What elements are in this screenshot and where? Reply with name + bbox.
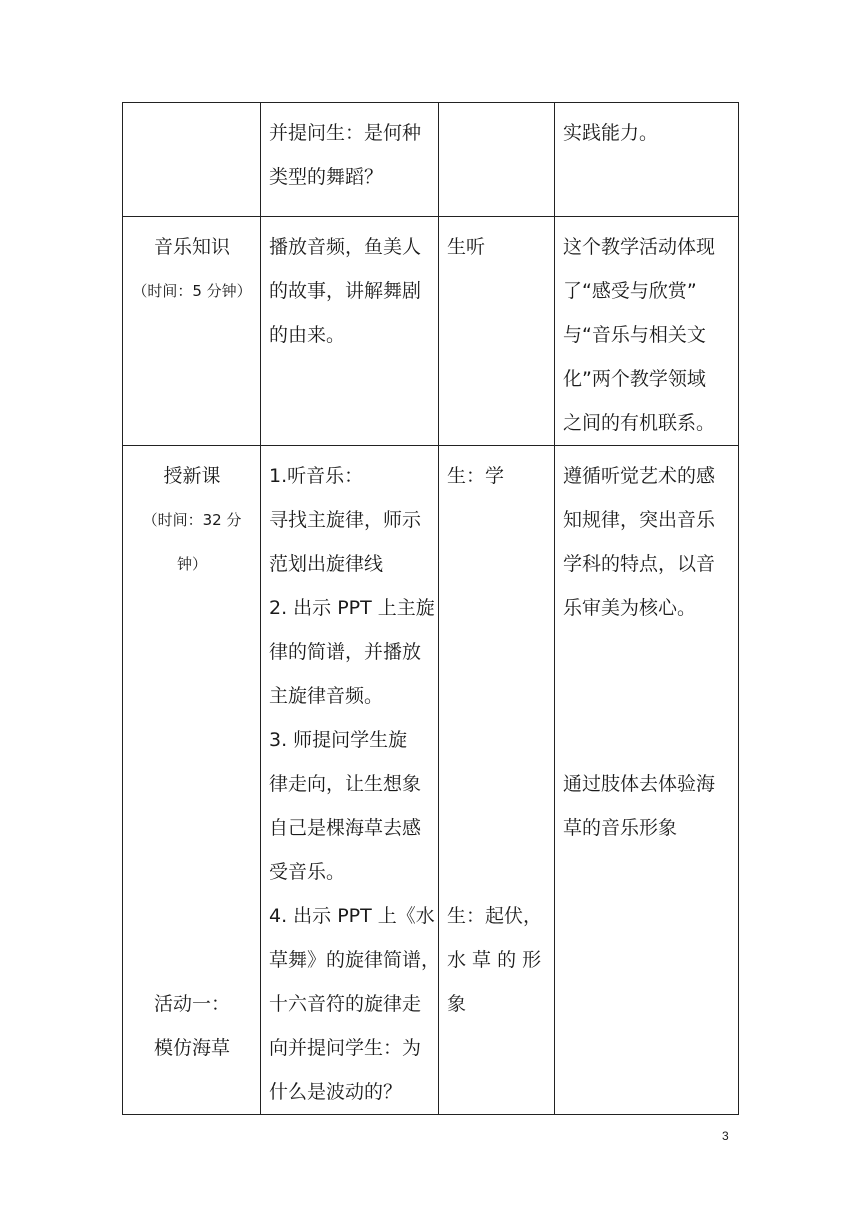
cell-text: 3. 师提问学生旋 xyxy=(269,729,408,751)
cell-text: 象 xyxy=(447,993,467,1015)
cell-text: 类型的舞蹈？ xyxy=(269,166,384,188)
cell-text: 十六音符的旋律走 xyxy=(269,993,422,1015)
cell-text: 化”两个教学领域 xyxy=(563,368,706,390)
table-cell xyxy=(439,446,555,1115)
cell-text: 生：起伏， xyxy=(447,905,543,927)
section-time: （时间：5 分钟） xyxy=(132,282,252,300)
cell-text: 水 草 的 形 xyxy=(447,949,542,971)
cell-text: 1.听音乐： xyxy=(269,465,364,487)
cell-text: 并提问生：是何种 xyxy=(269,122,422,144)
table-cell xyxy=(555,217,739,446)
cell-text: 范划出旋律线 xyxy=(269,553,384,575)
cell-text: 这个教学活动体现 xyxy=(563,236,716,258)
cell-text: 了“感受与欣赏” xyxy=(563,280,697,302)
table-cell xyxy=(123,217,261,446)
cell-text: 乐审美为核心。 xyxy=(563,597,697,619)
lesson-plan-table xyxy=(122,102,739,1115)
cell-text: 向并提问学生：为 xyxy=(269,1037,422,1059)
table-cell xyxy=(123,446,261,1115)
cell-text: 通过肢体去体验海 xyxy=(563,773,716,795)
cell-text: 受音乐。 xyxy=(269,861,346,883)
section-title: 音乐知识 xyxy=(153,236,230,258)
table-cell xyxy=(123,103,261,217)
table-cell xyxy=(261,217,439,446)
table-cell xyxy=(555,103,739,217)
activity-label: 活动一： xyxy=(153,993,230,1015)
cell-text: 之间的有机联系。 xyxy=(563,412,716,434)
cell-text: 生听 xyxy=(447,236,486,258)
table-cell xyxy=(439,103,555,217)
cell-text: 主旋律音频。 xyxy=(269,685,384,707)
cell-text: 与“音乐与相关文 xyxy=(563,324,706,346)
cell-text: 草舞》的旋律简谱， xyxy=(269,949,441,971)
cell-text: 知规律，突出音乐 xyxy=(563,509,716,531)
cell-text: 学科的特点，以音 xyxy=(563,553,716,575)
table-row xyxy=(123,103,739,217)
cell-text: 4. 出示 PPT 上《水 xyxy=(269,905,435,927)
cell-text: 的由来。 xyxy=(269,324,346,346)
cell-text: 实践能力。 xyxy=(563,122,659,144)
cell-text: 2. 出示 PPT 上主旋 xyxy=(269,597,435,619)
cell-text: 生：学 xyxy=(447,465,505,487)
cell-text: 播放音频，鱼美人 xyxy=(269,236,422,258)
table-cell xyxy=(555,446,739,1115)
table-row xyxy=(123,446,739,1115)
activity-name: 模仿海草 xyxy=(153,1037,230,1059)
table-cell xyxy=(439,217,555,446)
cell-text: 草的音乐形象 xyxy=(563,817,678,839)
cell-text: 寻找主旋律，师示 xyxy=(269,509,422,531)
section-title: 授新课 xyxy=(163,465,221,487)
page-number: 3 xyxy=(722,1129,729,1143)
cell-text: 的故事，讲解舞剧 xyxy=(269,280,422,302)
cell-text: 律走向，让生想象 xyxy=(269,773,422,795)
table-cell xyxy=(261,446,439,1115)
cell-text: 遵循听觉艺术的感 xyxy=(563,465,716,487)
cell-text: 什么是波动的？ xyxy=(269,1081,403,1103)
section-time: （时间：32 分 xyxy=(142,511,242,529)
table-row xyxy=(123,217,739,446)
table-cell xyxy=(261,103,439,217)
cell-text: 自己是棵海草去感 xyxy=(269,817,422,839)
section-time: 钟） xyxy=(176,555,207,573)
cell-text: 律的简谱，并播放 xyxy=(269,641,422,663)
